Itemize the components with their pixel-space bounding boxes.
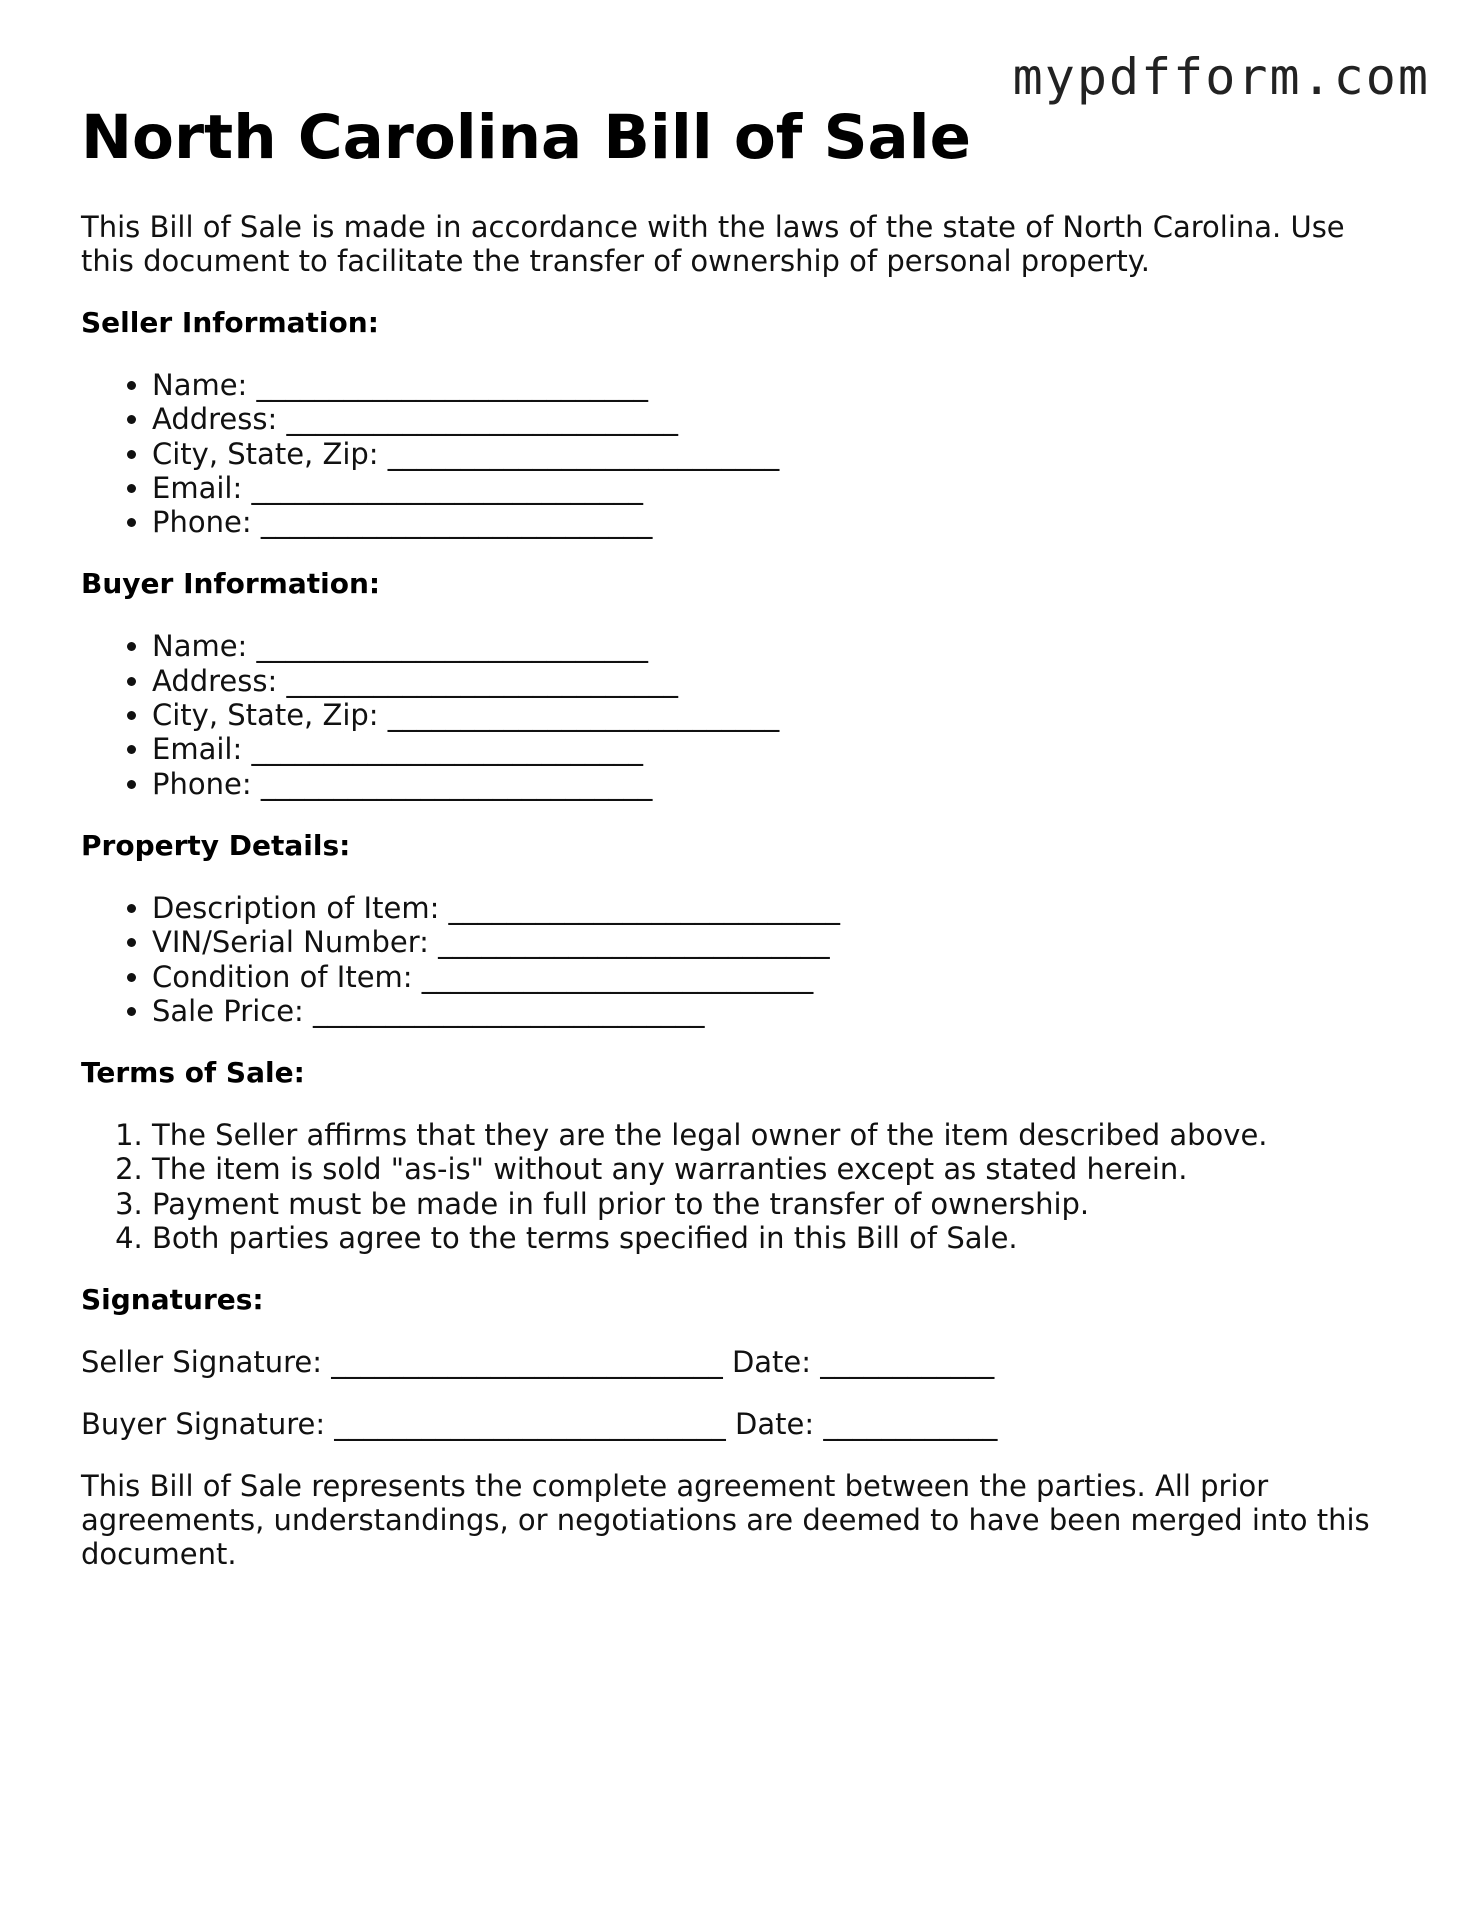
property-section-heading: Property Details: bbox=[81, 828, 351, 862]
seller-address-field[interactable]: • Address: ___________________________ bbox=[152, 402, 1401, 436]
seller-signature-line[interactable]: Seller Signature: ___________________________ Date: ____________ bbox=[81, 1345, 995, 1380]
buyer-city-state-zip-field[interactable]: • City, State, Zip: ___________________________ bbox=[152, 698, 1401, 732]
terms-list bbox=[81, 1118, 1401, 1255]
buyer-section-heading: Buyer Information: bbox=[81, 567, 381, 601]
buyer-signature-line[interactable]: Buyer Signature: ___________________________ Date: ____________ bbox=[81, 1407, 998, 1442]
item-description-field[interactable]: • Description of Item: ___________________________ bbox=[152, 891, 1401, 925]
buyer-phone-field[interactable]: • Phone: ___________________________ bbox=[152, 767, 1401, 801]
seller-section-heading: Seller Information: bbox=[81, 306, 379, 339]
sale-price-field[interactable]: • Sale Price: ___________________________ bbox=[152, 994, 1401, 1028]
vin-serial-field[interactable]: • VIN/Serial Number: ___________________________ bbox=[152, 925, 1401, 959]
term-item: 4. Both parties agree to the terms specified in this Bill of Sale. bbox=[152, 1221, 1401, 1255]
item-condition-field[interactable]: • Condition of Item: ___________________________ bbox=[152, 960, 1401, 994]
document-title: North Carolina Bill of Sale bbox=[81, 102, 971, 173]
property-field-list bbox=[81, 891, 1401, 1028]
buyer-address-field[interactable]: • Address: ___________________________ bbox=[152, 664, 1401, 698]
signatures-section-heading: Signatures: bbox=[81, 1283, 264, 1317]
seller-name-field[interactable]: • Name: ___________________________ bbox=[152, 368, 1401, 402]
closing-paragraph: This Bill of Sale represents the complete agreement between the parties. All prior agreements, understandings, or negotiations are deemed to have been merged into this document. bbox=[81, 1469, 1370, 1572]
intro-paragraph: This Bill of Sale is made in accordance with the laws of the state of North Carolina. Use this document to facilitate the transfer of ownership of personal property. bbox=[81, 210, 1345, 278]
seller-field-list bbox=[81, 368, 1401, 539]
terms-section-heading: Terms of Sale: bbox=[81, 1056, 305, 1090]
buyer-email-field[interactable]: • Email: ___________________________ bbox=[152, 732, 1401, 766]
document-body bbox=[81, 102, 1401, 1571]
seller-phone-field[interactable]: • Phone: ___________________________ bbox=[152, 505, 1401, 539]
term-item: 1. The Seller affirms that they are the legal owner of the item described above. bbox=[152, 1118, 1401, 1152]
term-item: 2. The item is sold "as-is" without any warranties except as stated herein. bbox=[152, 1152, 1401, 1186]
buyer-name-field[interactable]: • Name: ___________________________ bbox=[152, 629, 1401, 663]
watermark: mypdfform.com bbox=[1012, 48, 1430, 106]
buyer-field-list bbox=[81, 629, 1401, 800]
seller-email-field[interactable]: • Email: ___________________________ bbox=[152, 471, 1401, 505]
term-item: 3. Payment must be made in full prior to the transfer of ownership. bbox=[152, 1187, 1401, 1221]
seller-city-state-zip-field[interactable]: • City, State, Zip: ___________________________ bbox=[152, 437, 1401, 471]
